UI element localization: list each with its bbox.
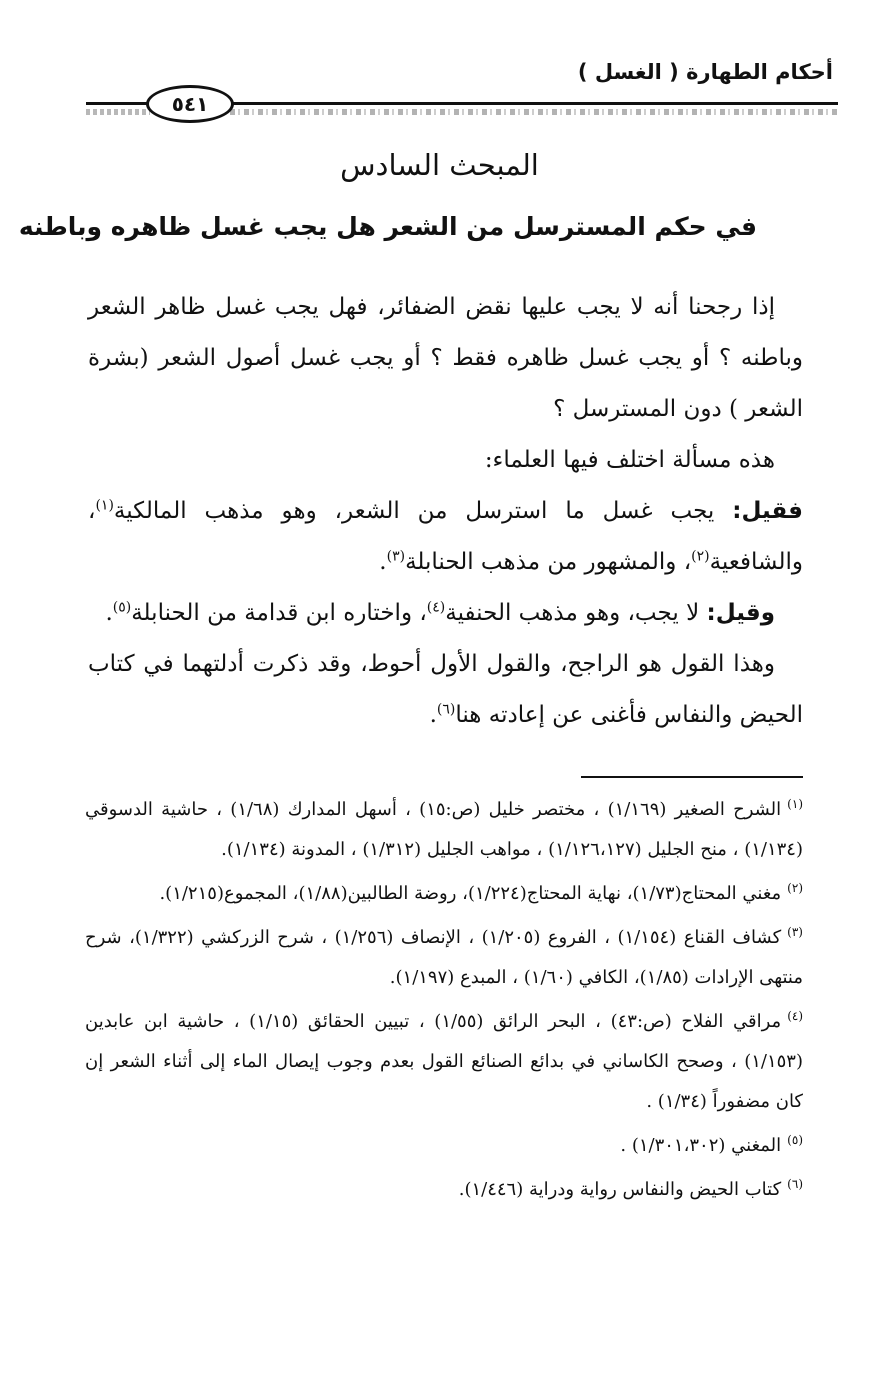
paragraph-4 bbox=[88, 588, 803, 639]
paragraph-5-text-1: وهذا القول هو الراجح، والقول الأول أحوط، وقد ذكرت أدلتهما في كتاب الحيض والنفاس فأغنى عن إعادته هنا bbox=[88, 651, 803, 728]
paragraph-3-text-2: ، والشافعية bbox=[88, 498, 803, 575]
footnote-4 bbox=[85, 1002, 803, 1122]
footnote-ref-4[interactable]: (٤) bbox=[426, 599, 446, 616]
footnote-text: الشرح الصغير (١/١٦٩) ، مختصر خليل (ص:١٥) ، أسهل المدارك (١/٦٨) ، حاشية الدسوقي (١/١٣٤) ، منح الجليل (١/١٢٦،١٢٧) ، مواهب الجليل (١/٣١٢) ، المدونة (١/١٣٤). bbox=[85, 799, 803, 860]
footnote-number: (١) bbox=[787, 797, 803, 811]
footnote-separator bbox=[581, 776, 803, 778]
paragraph-2: هذه مسألة اختلف فيها العلماء: bbox=[484, 447, 775, 473]
page-number: ٥٤١ bbox=[146, 85, 234, 123]
footnote-3 bbox=[85, 918, 803, 998]
paragraph-4-text-1: لا يجب، وهو مذهب الحنفية bbox=[445, 600, 707, 626]
opinion-label-1: فقيل: bbox=[732, 498, 803, 524]
footnote-number: (٤) bbox=[787, 1009, 804, 1023]
paragraph-5-text-2: . bbox=[429, 702, 437, 728]
footnote-text: كتاب الحيض والنفاس رواية ودراية (١/٤٤٦). bbox=[458, 1179, 782, 1200]
main-text bbox=[88, 282, 803, 741]
paragraph-3-text-1: يجب غسل ما استرسل من الشعر، وهو مذهب المالكية bbox=[113, 498, 733, 524]
paragraph-4-text-2: ، واختاره ابن قدامة من الحنابلة bbox=[131, 600, 427, 626]
section-subtitle: في حكم المسترسل من الشعر هل يجب غسل ظاهره وباطنه bbox=[18, 212, 757, 241]
footnote-ref-3[interactable]: (٣) bbox=[386, 548, 406, 565]
footnote-number: (٦) bbox=[787, 1177, 803, 1191]
paragraph-4-text-3: . bbox=[105, 600, 113, 626]
footnote-ref-5[interactable]: (٥) bbox=[112, 599, 132, 616]
footnote-6 bbox=[85, 1170, 803, 1210]
opinion-label-2: وقيل: bbox=[706, 600, 775, 626]
footnote-number: (٥) bbox=[787, 1133, 803, 1147]
paragraph-3-text-3: ، والمشهور من مذهب الحنابلة bbox=[405, 549, 692, 575]
running-title: أحكام الطهارة ( الغسل ) bbox=[577, 60, 833, 84]
header-ornament bbox=[230, 109, 838, 115]
footnote-text: المغني (١/٣٠١،٣٠٢) . bbox=[620, 1135, 782, 1156]
footnote-1 bbox=[85, 790, 803, 870]
footnote-2 bbox=[85, 874, 803, 914]
footnote-text: مراقي الفلاح (ص:٤٣) ، البحر الرائق (١/٥٥) ، تبيين الحقائق (١/١٥) ، حاشية ابن عابدين (١/١٥٣) ، وصحح الكاساني في بدائع الصنائع القول بعدم وجوب إيصال الماء إلى أثناء الشعر إن كان مضفوراً (١/٣٤) . bbox=[85, 1011, 803, 1112]
footnote-ref-2[interactable]: (٢) bbox=[691, 548, 710, 565]
paragraph-3 bbox=[88, 486, 803, 588]
header-ornament-left bbox=[86, 109, 150, 115]
footnotes bbox=[85, 790, 803, 1214]
footnote-text: كشاف القناع (١/١٥٤) ، الفروع (١/٢٠٥) ، الإنصاف (١/٢٥٦) ، شرح الزركشي (١/٣٢٢)، شرح منتهى الإرادات (١/٨٥)، الكافي (١/٦٠) ، المبدع (١/١٩٧). bbox=[85, 927, 803, 988]
paragraph-1: إذا رجحنا أنه لا يجب عليها نقض الضفائر، فهل يجب غسل ظاهر الشعر وباطنه ؟ أو يجب غسل ظاهره فقط ؟ أو يجب غسل أصول الشعر (بشرة الشعر ) دون المسترسل ؟ bbox=[88, 294, 803, 422]
footnote-number: (٣) bbox=[787, 925, 803, 939]
footnote-text: مغني المحتاج(١/٧٣)، نهاية المحتاج(١/٢٢٤)، روضة الطالبين(١/٨٨)، المجموع(١/٢١٥). bbox=[159, 883, 782, 904]
section-title: المبحث السادس bbox=[340, 148, 539, 182]
paragraph-3-text-4: . bbox=[379, 549, 387, 575]
footnote-ref-6[interactable]: (٦) bbox=[436, 701, 456, 718]
footnote-number: (٢) bbox=[787, 881, 803, 895]
footnote-5 bbox=[85, 1126, 803, 1166]
footnote-ref-1[interactable]: (١) bbox=[95, 497, 114, 514]
paragraph-5 bbox=[88, 639, 803, 741]
